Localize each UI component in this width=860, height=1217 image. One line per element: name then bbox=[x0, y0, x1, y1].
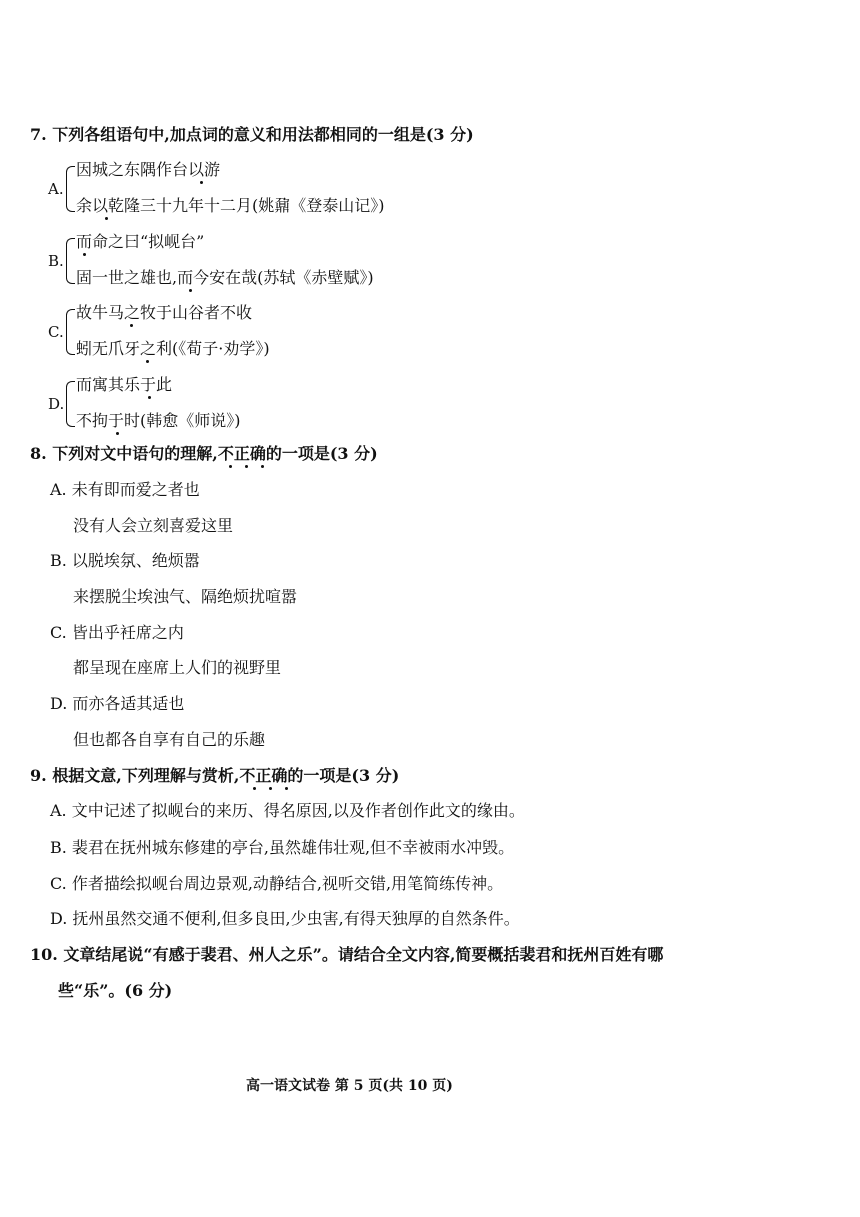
q7-option-a-label: A. bbox=[48, 180, 64, 198]
q8-option-d-explanation: 但也都各自享有自己的乐趣 bbox=[73, 730, 266, 749]
q8-stem: 8. 下列对文中语句的理解,不正确的一项是(3 分) bbox=[30, 444, 378, 463]
q7-option-d-line2: 不拘于时(韩愈《师说》) bbox=[76, 411, 241, 430]
emphasis-dot bbox=[245, 465, 248, 468]
q9-option-d: D. 抚州虽然交通不便利,但多良田,少虫害,有得天独厚的自然条件。 bbox=[50, 909, 520, 928]
emphasis-dot bbox=[83, 253, 86, 256]
emphasis-dot bbox=[261, 465, 264, 468]
q9-stem: 9. 根据文意,下列理解与赏析,不正确的一项是(3 分) bbox=[30, 766, 400, 785]
emphasis-dot bbox=[200, 181, 203, 184]
q7-option-d-brace bbox=[66, 381, 75, 427]
emphasis-dot bbox=[146, 360, 149, 363]
q8-option-b-original: B. 以脱埃氛、绝烦嚣 bbox=[50, 551, 200, 570]
q7-option-d-label: D. bbox=[48, 395, 65, 413]
emphasis-dot bbox=[130, 324, 133, 327]
emphasis-dot bbox=[269, 787, 272, 790]
q7-option-b-line2: 固一世之雄也,而今安在哉(苏轼《赤壁赋》) bbox=[76, 268, 374, 287]
q8-option-c-explanation: 都呈现在座席上人们的视野里 bbox=[73, 658, 282, 677]
q9-option-a: A. 文中记述了拟岘台的来历、得名原因,以及作者创作此文的缘由。 bbox=[50, 801, 525, 820]
q10-line1: 10. 文章结尾说“有感于裴君、州人之乐”。请结合全文内容,简要概括裴君和抚州百姓有哪 bbox=[30, 945, 664, 964]
q8-option-b-explanation: 来摆脱尘埃浊气、隔绝烦扰喧嚣 bbox=[73, 587, 298, 606]
q7-option-a-line1: 因城之东隅作台以游 bbox=[76, 160, 221, 179]
emphasis-dot bbox=[148, 396, 151, 399]
q7-stem: 7. 下列各组语句中,加点词的意义和用法都相同的一组是(3 分) bbox=[30, 125, 474, 144]
emphasis-dot bbox=[189, 289, 192, 292]
q7-option-b-line1: 而命之曰“拟岘台” bbox=[76, 232, 205, 251]
q9-option-b: B. 裴君在抚州城东修建的亭台,虽然雄伟壮观,但不幸被雨水冲毁。 bbox=[50, 838, 515, 857]
emphasis-dot bbox=[105, 217, 108, 220]
q8-option-a-explanation: 没有人会立刻喜爱这里 bbox=[73, 516, 234, 535]
q7-option-b-label: B. bbox=[48, 252, 64, 270]
q7-option-b-brace bbox=[66, 238, 75, 284]
q9-option-c: C. 作者描绘拟岘台周边景观,动静结合,视听交错,用笔简练传神。 bbox=[50, 874, 504, 893]
q7-option-a-line2: 余以乾隆三十九年十二月(姚鼐《登泰山记》) bbox=[76, 196, 385, 215]
q10-line2: 些“乐”。(6 分) bbox=[58, 981, 173, 1000]
q7-option-c-label: C. bbox=[48, 323, 64, 341]
q8-option-d-original: D. 而亦各适其适也 bbox=[50, 694, 185, 713]
q8-option-a-original: A. 未有即而爱之者也 bbox=[50, 480, 200, 499]
q7-option-c-line2: 蚓无爪牙之利(《荀子·劝学》) bbox=[76, 339, 270, 358]
emphasis-dot bbox=[229, 465, 232, 468]
emphasis-dot bbox=[253, 787, 256, 790]
q7-option-d-line1: 而寓其乐于此 bbox=[76, 375, 173, 394]
q7-option-c-brace bbox=[66, 309, 75, 355]
q8-option-c-original: C. 皆出乎衽席之内 bbox=[50, 623, 184, 642]
emphasis-dot bbox=[116, 432, 119, 435]
page-footer: 高一语文试卷 第 5 页(共 10 页) bbox=[246, 1078, 453, 1094]
q7-option-c-line1: 故牛马之牧于山谷者不收 bbox=[76, 303, 253, 322]
emphasis-dot bbox=[285, 787, 288, 790]
q7-option-a-brace bbox=[66, 166, 75, 212]
